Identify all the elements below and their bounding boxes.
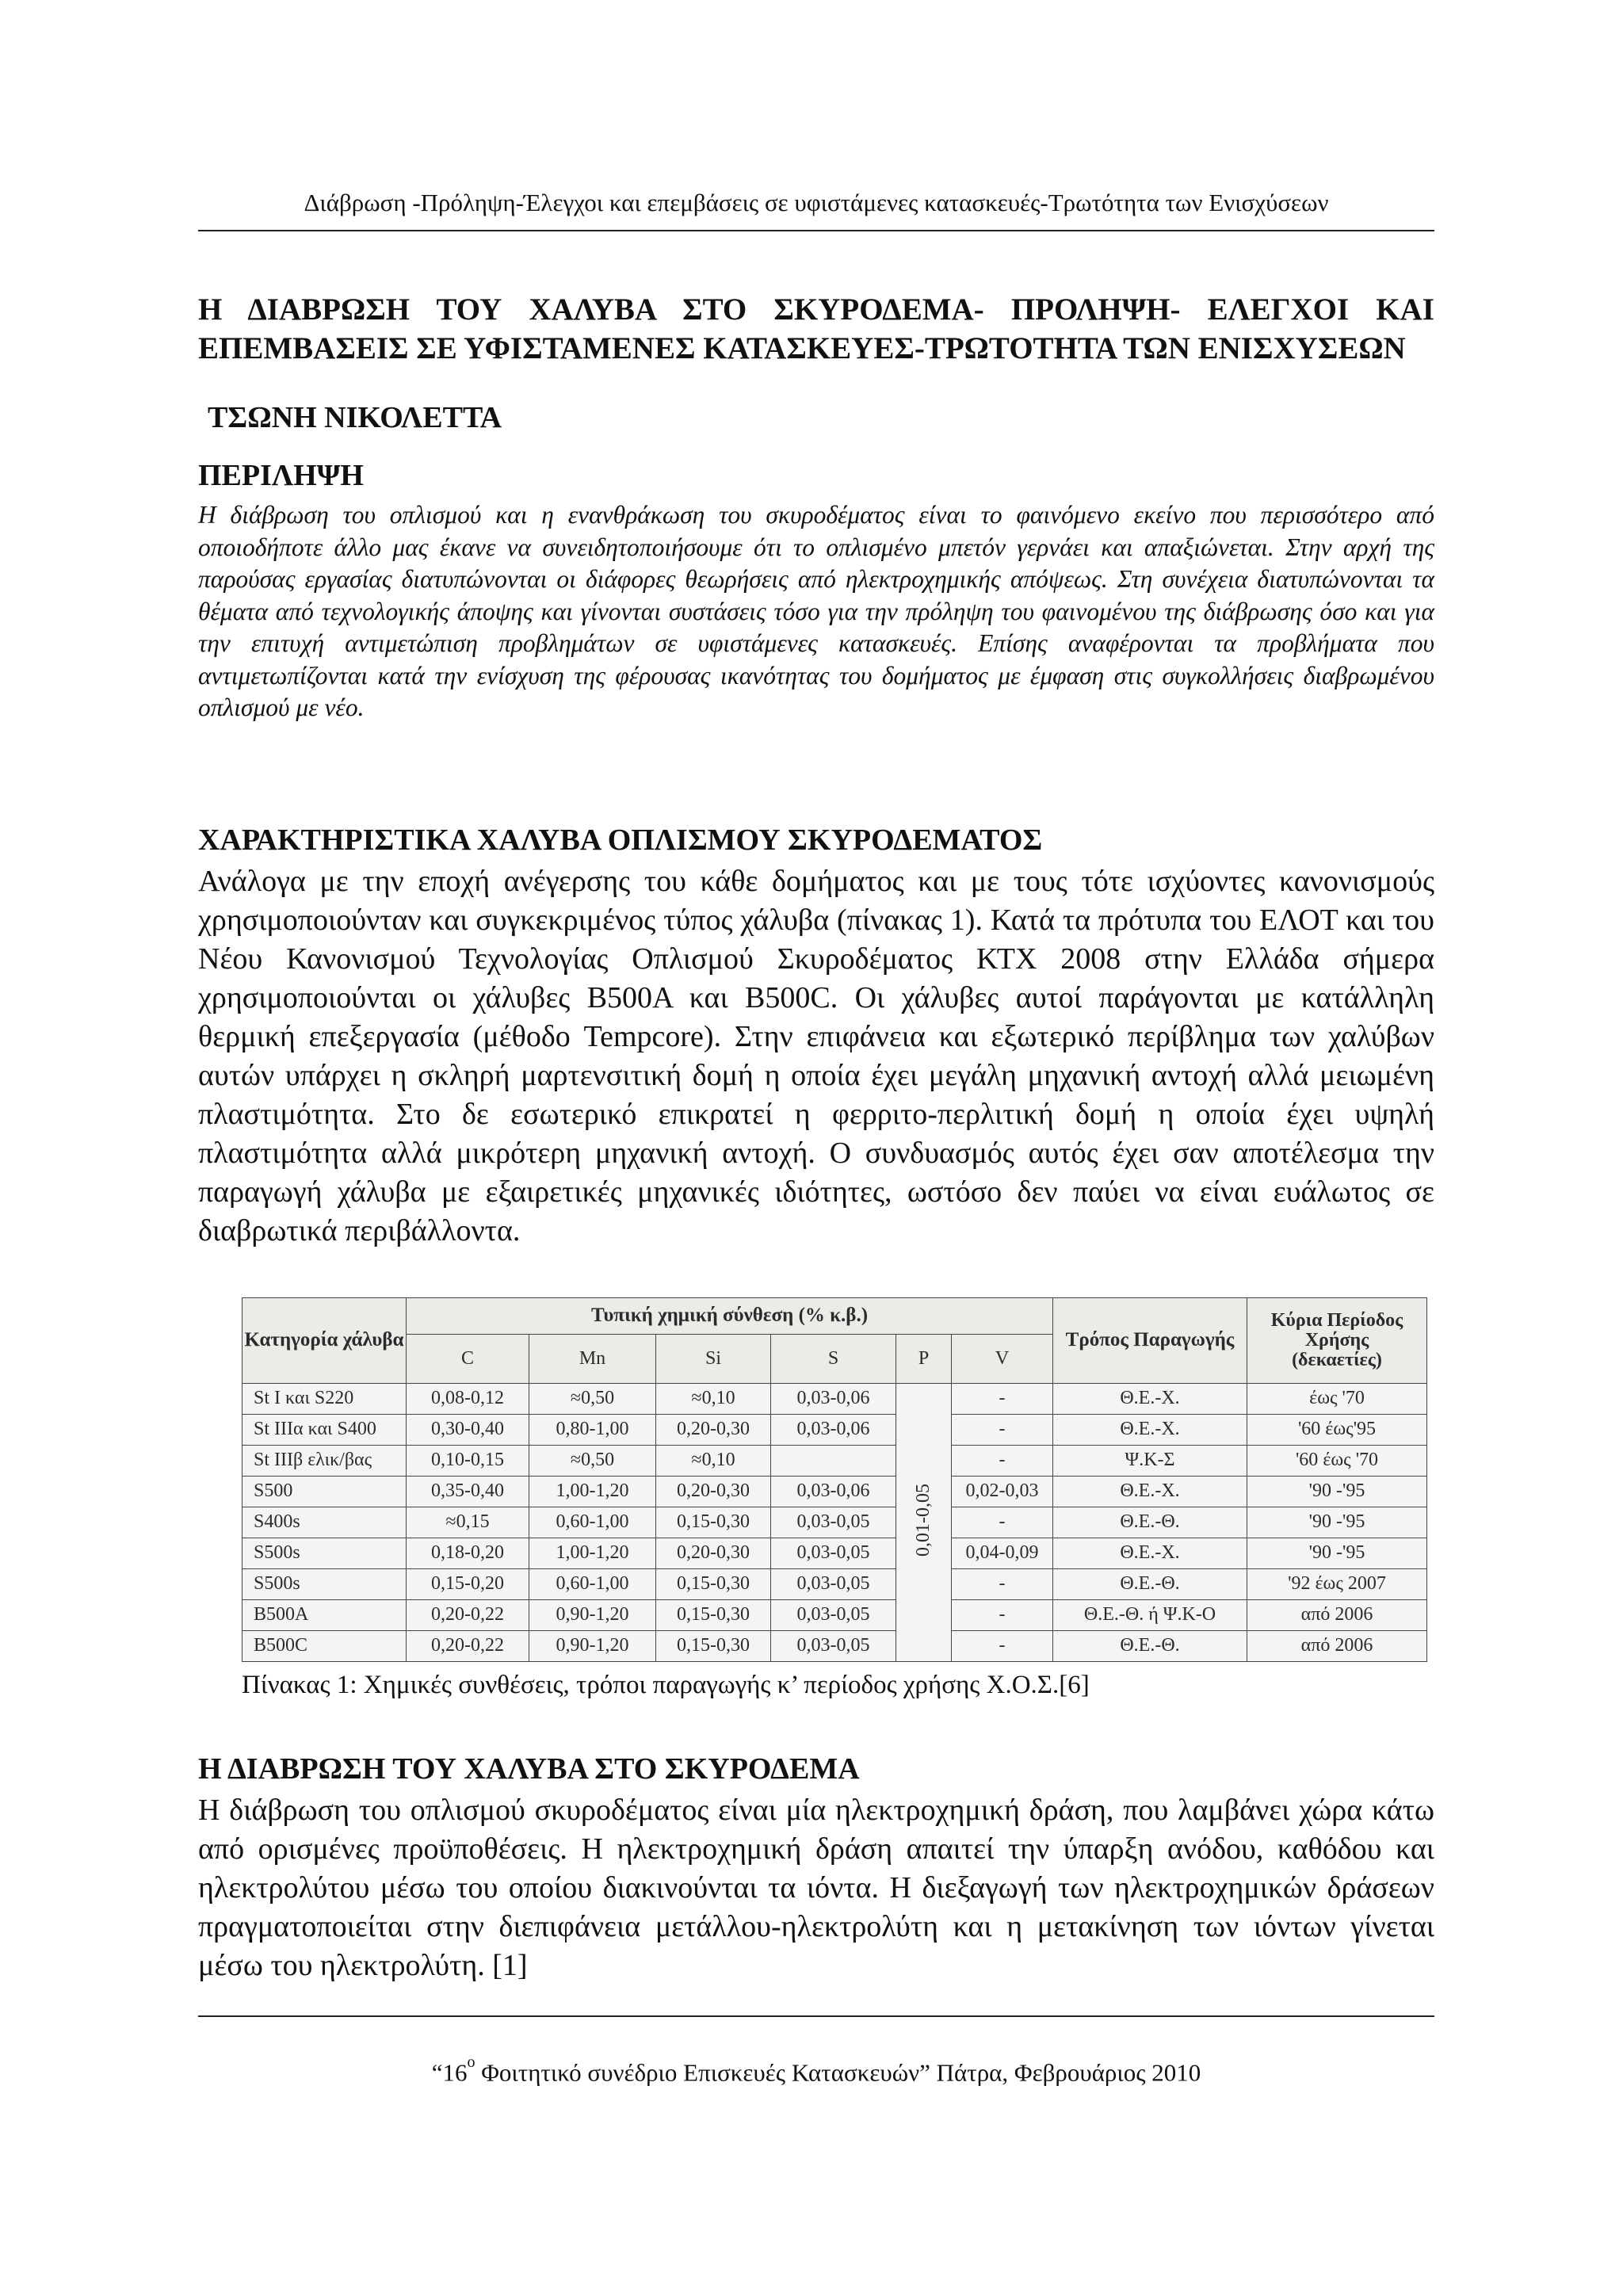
th-v: V — [952, 1335, 1053, 1384]
th-s: S — [771, 1335, 896, 1384]
th-p: P — [896, 1335, 952, 1384]
cell-period: '90 -'95 — [1247, 1538, 1427, 1569]
cell-method: Θ.Ε.-Θ. — [1053, 1569, 1247, 1600]
cell-period: από 2006 — [1247, 1600, 1427, 1631]
abstract-heading: ΠΕΡΙΛΗΨΗ — [198, 459, 364, 492]
cell-si: ≈0,10 — [656, 1446, 771, 1477]
table-caption: Πίνακας 1: Χημικές συνθέσεις, τρόποι παραγωγής κ’ περίοδος χρήσης Χ.Ο.Σ.[6] — [242, 1671, 1090, 1699]
cell-cat: St IIIα και S400 — [242, 1415, 407, 1446]
cell-method: Θ.Ε.-Θ. — [1053, 1507, 1247, 1538]
cell-c: 0,10-0,15 — [407, 1446, 529, 1477]
section1-text: Ανάλογα με την εποχή ανέγερσης του κάθε δομήματος και με τους τότε ισχύοντες κανονισμούς χρησιμοποιούνταν και συγκεκριμένος τύπος χάλυβα (πίνακας 1). Κατά τα πρότυπα του ΕΛΟΤ και του Νέου Κανονισμού Τεχνολογίας Οπλισμού Σκυροδέματος ΚΤΧ 2008 στην Ελλάδα σήμερα χρησιμοποιούνται οι χάλυβες Β500Α και Β500C. Οι χάλυβες αυτοί παράγονται με κατάλληλη θερμική επεξεργασία (μέθοδο Tempcore). Στην επιφάνεια και εξωτερικό περίβλημα των χαλύβων αυτών υπάρχει η σκληρή μαρτενσιτική δομή η οποία έχει μεγάλη μηχανική αντοχή αλλά μειωμένη πλαστιμότητα. Στο δε εσωτερικό επικρατεί η φερριτο-περλιτική δομή η οποία έχει υψηλή πλαστιμότητα αλλά μικρότερη μηχανική αντοχή. Ο συνδυασμός αυτός έχει σαν αποτέλεσμα την παραγωγή χάλυβα με εξαιρετικές μηχανικές ιδιότητες, ωστόσο δεν παύει να είναι ευάλωτος σε διαβρωτικά περιβάλλοντα. — [198, 865, 1434, 1247]
abstract-text: Η διάβρωση του οπλισμού και η ενανθράκωση του σκυροδέματος είναι το φαινόμενο εκείνο που περισσότερο από οποιοδήποτε άλλο μας έκανε να συνειδητοποιήσουμε ότι το οπλισμένο μπετόν γερνάει και απαξιώνεται. Στην αρχή της παρούσας εργασίας διατυπώνονται οι διάφορες θεωρήσεις από ηλεκτροχημικής απόψεως. Στη συνέχεια διατυπώνονται τα θέματα από τεχνολογικής άποψης και γίνονται συστάσεις τόσο για την πρόληψη του φαινομένου της διάβρωσης όσο και για την επιτυχή αντιμετώπιση προβλημάτων σε υφιστάμενες κατασκευές. Επίσης αναφέρονται τα προβλήματα που αντιμετωπίζονται κατά την ενίσχυση της φέρουσας ικανότητας του δομήματος με έμφαση στις συγκολλήσεις διαβρωμένου οπλισμού με νέο. — [198, 501, 1434, 721]
cell-v: 0,02-0,03 — [952, 1477, 1053, 1507]
cell-period: '60 έως '70 — [1247, 1446, 1427, 1477]
footer-text: Φοιτητικό συνέδριο Επισκευές Κατασκευών” Πάτρα, Φεβρουάριος 2010 — [475, 2058, 1201, 2087]
cell-c: ≈0,15 — [407, 1507, 529, 1538]
cell-c: 0,20-0,22 — [407, 1631, 529, 1662]
footer-rule — [198, 2015, 1434, 2017]
section2-heading: Η ΔΙΑΒΡΩΣΗ ΤΟΥ ΧΑΛΥΒΑ ΣΤΟ ΣΚΥΡΟΔΕΜΑ — [198, 1752, 860, 1786]
paper-title: Η ΔΙΑΒΡΩΣΗ ΤΟΥ ΧΑΛΥΒΑ ΣΤΟ ΣΚΥΡΟΔΕΜΑ- ΠΡΟΛΗΨΗ- ΕΛΕΓΧΟΙ ΚΑΙ ΕΠΕΜΒΑΣΕΙΣ ΣΕ ΥΦΙΣΤΑΜΕΝΕΣ ΚΑΤΑΣΚΕΥΕΣ-ΤΡΩΤΟΤΗΤΑ ΤΩΝ ΕΝΙΣΧΥΣΕΩΝ — [198, 292, 1434, 365]
cell-period: '90 -'95 — [1247, 1477, 1427, 1507]
table-row — [242, 1631, 1427, 1662]
cell-p-merged-text: 0,01-0,05 — [912, 1483, 934, 1557]
cell-si: 0,15-0,30 — [656, 1507, 771, 1538]
cell-v: - — [952, 1507, 1053, 1538]
cell-s: 0,03-0,05 — [771, 1538, 896, 1569]
footer-prefix: “16 — [431, 2058, 468, 2087]
cell-s: 0,03-0,05 — [771, 1569, 896, 1600]
cell-c: 0,20-0,22 — [407, 1600, 529, 1631]
th-method: Τρόπος Παραγωγής — [1053, 1298, 1247, 1384]
cell-method: Θ.Ε.-Χ. — [1053, 1477, 1247, 1507]
cell-mn: 0,60-1,00 — [529, 1569, 656, 1600]
table-row — [242, 1507, 1427, 1538]
cell-period: '60 έως'95 — [1247, 1415, 1427, 1446]
cell-si: 0,15-0,30 — [656, 1569, 771, 1600]
cell-si: 0,20-0,30 — [656, 1415, 771, 1446]
table-row — [242, 1538, 1427, 1569]
table-row — [242, 1600, 1427, 1631]
cell-c: 0,30-0,40 — [407, 1415, 529, 1446]
section2-text: Η διάβρωση του οπλισμού σκυροδέματος είναι μία ηλεκτροχημική δράση, που λαμβάνει χώρα κάτω από ορισμένες προϋποθέσεις. Η ηλεκτροχημική δράση απαιτεί την ύπαρξη ανόδου, καθόδου και ηλεκτρολύτου μέσω του οποίου διακινούνται τα ιόντα. Η διεξαγωγή των ηλεκτροχημικών δράσεων πραγματοποιείται στην διεπιφάνεια μετάλλου-ηλεκτρολύτη και η μετακίνηση των ιόντων γίνεται μέσω του ηλεκτρολύτη. [1] — [198, 1794, 1434, 1982]
cell-cat: S400s — [242, 1507, 407, 1538]
cell-v: - — [952, 1384, 1053, 1415]
table-row — [242, 1446, 1427, 1477]
cell-c: 0,35-0,40 — [407, 1477, 529, 1507]
th-category: Κατηγορία χάλυβα — [242, 1298, 407, 1384]
header-rule — [198, 230, 1434, 231]
th-period-line2: Χρήσης — [1304, 1329, 1369, 1350]
cell-method: Θ.Ε.-Χ. — [1053, 1384, 1247, 1415]
th-c: C — [407, 1335, 529, 1384]
table-row — [242, 1569, 1427, 1600]
cell-si: ≈0,10 — [656, 1384, 771, 1415]
cell-method: Θ.Ε.-Χ. — [1053, 1538, 1247, 1569]
cell-period: από 2006 — [1247, 1631, 1427, 1662]
th-mn: Mn — [529, 1335, 656, 1384]
cell-period: '92 έως 2007 — [1247, 1569, 1427, 1600]
table-row — [242, 1415, 1427, 1446]
cell-method: Θ.Ε.-Θ. — [1053, 1631, 1247, 1662]
th-period-line1: Κύρια Περίοδος — [1270, 1309, 1403, 1331]
cell-mn: 1,00-1,20 — [529, 1477, 656, 1507]
page-footer — [198, 2053, 1434, 2087]
cell-cat: S500 — [242, 1477, 407, 1507]
cell-v: - — [952, 1600, 1053, 1631]
cell-method: Ψ.Κ-Σ — [1053, 1446, 1247, 1477]
cell-v: 0,04-0,09 — [952, 1538, 1053, 1569]
cell-s: 0,03-0,05 — [771, 1631, 896, 1662]
cell-cat: B500A — [242, 1600, 407, 1631]
steel-table-figure — [242, 1297, 1426, 1662]
cell-p-merged — [896, 1384, 952, 1662]
section1-heading: ΧΑΡΑΚΤΗΡΙΣΤΙΚΑ ΧΑΛΥΒΑ ΟΠΛΙΣΜΟΥ ΣΚΥΡΟΔΕΜΑΤΟΣ — [198, 823, 1043, 857]
steel-composition-table — [242, 1297, 1427, 1662]
table-body — [242, 1384, 1427, 1662]
th-chem-group: Τυπική χημική σύνθεση (% κ.β.) — [407, 1298, 1053, 1335]
cell-s: 0,03-0,06 — [771, 1415, 896, 1446]
cell-method: Θ.Ε.-Χ. — [1053, 1415, 1247, 1446]
cell-period: '90 -'95 — [1247, 1507, 1427, 1538]
table-row — [242, 1477, 1427, 1507]
cell-cat: St IIIβ ελικ/βας — [242, 1446, 407, 1477]
cell-si: 0,20-0,30 — [656, 1477, 771, 1507]
cell-c: 0,18-0,20 — [407, 1538, 529, 1569]
footer-superscript: ο — [467, 2053, 475, 2071]
cell-v: - — [952, 1415, 1053, 1446]
cell-si: 0,15-0,30 — [656, 1631, 771, 1662]
cell-v: - — [952, 1569, 1053, 1600]
cell-mn: ≈0,50 — [529, 1384, 656, 1415]
cell-mn: 0,80-1,00 — [529, 1415, 656, 1446]
cell-mn: ≈0,50 — [529, 1446, 656, 1477]
cell-period: έως '70 — [1247, 1384, 1427, 1415]
cell-mn: 0,60-1,00 — [529, 1507, 656, 1538]
cell-mn: 1,00-1,20 — [529, 1538, 656, 1569]
th-si: Si — [656, 1335, 771, 1384]
cell-s: 0,03-0,06 — [771, 1477, 896, 1507]
cell-v: - — [952, 1446, 1053, 1477]
cell-mn: 0,90-1,20 — [529, 1600, 656, 1631]
cell-cat: B500C — [242, 1631, 407, 1662]
cell-si: 0,15-0,30 — [656, 1600, 771, 1631]
cell-s: 0,03-0,06 — [771, 1384, 896, 1415]
cell-cat: S500s — [242, 1538, 407, 1569]
cell-method: Θ.Ε.-Θ. ή Ψ.Κ-Ο — [1053, 1600, 1247, 1631]
cell-mn: 0,90-1,20 — [529, 1631, 656, 1662]
cell-cat: S500s — [242, 1569, 407, 1600]
author-name: ΤΣΩΝΗ ΝΙΚΟΛΕΤΤΑ — [208, 401, 502, 434]
running-header: Διάβρωση -Πρόληψη-Έλεγχοι και επεμβάσεις σε υφιστάμενες κατασκευές-Τρωτότητα των Ενισχύσεων — [304, 189, 1329, 216]
cell-c: 0,08-0,12 — [407, 1384, 529, 1415]
th-period — [1247, 1298, 1427, 1384]
cell-s: 0,03-0,05 — [771, 1600, 896, 1631]
th-period-line3: (δεκαετίες) — [1292, 1350, 1382, 1371]
cell-s — [771, 1446, 896, 1477]
table-row — [242, 1384, 1427, 1415]
cell-c: 0,15-0,20 — [407, 1569, 529, 1600]
cell-s: 0,03-0,05 — [771, 1507, 896, 1538]
cell-si: 0,20-0,30 — [656, 1538, 771, 1569]
cell-v: - — [952, 1631, 1053, 1662]
cell-cat: St I και S220 — [242, 1384, 407, 1415]
